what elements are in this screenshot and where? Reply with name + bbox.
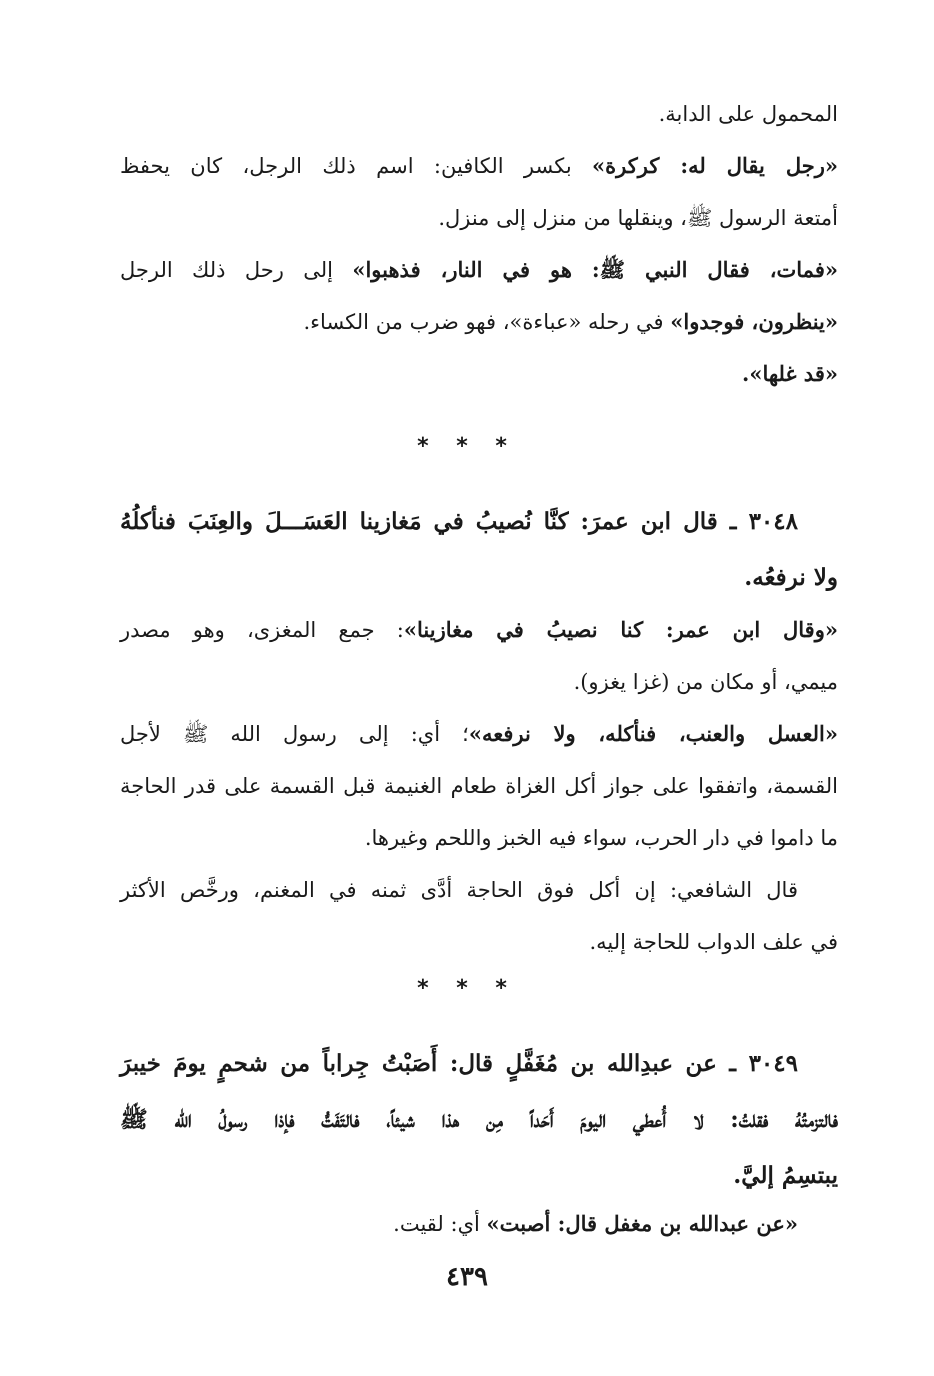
text-line — [120, 140, 838, 192]
commentary-block-2 — [120, 604, 838, 968]
quoted-phrase: «العسل والعنب، فنأكله، ولا نرفعه» — [468, 721, 838, 746]
quoted-phrase: «فمات، فقال النبي ﷺ: هو في النار، فذهبوا» — [352, 257, 838, 282]
text-line: ما داموا في دار الحرب، سواء فيه الخبز واللحم وغيرها. — [364, 826, 838, 850]
hadith-text-line: ٣٠٤٩ ـ عن عبدِالله بن مُغَفَّلٍ قال: أَصَبْتُ جِراباً من شحمٍ يومَ خيبرَ — [120, 1050, 798, 1077]
quoted-phrase: «رجل يقال له: كركرة» — [592, 153, 838, 178]
hadith-3049 — [120, 1036, 838, 1204]
hadith-text-line: ٣٠٤٨ ـ قال ابن عمرَ: كنَّا نُصيبُ في مَغازينا العَسَـــلَ والعِنَبَ فنأكلُهُ — [120, 508, 798, 535]
text-line: ميمي، أو مكان من (غزا يغزو). — [573, 670, 838, 694]
hadith-3048 — [120, 494, 838, 606]
explanation-text: أي: لقيت. — [393, 1212, 487, 1236]
explanation-text: إلى رحل ذلك الرجل — [120, 258, 353, 282]
quoted-phrase: «عن عبدالله بن مغفل قال: أصبت» — [486, 1211, 798, 1236]
hadith-text-line: فالتزمتُهُ فقلتُ: لا أُعطي اليومَ أَحَداً مِن هذا شيئاً، فالتَفَتُّ فإذا رسولُ الله ﷺ — [120, 1106, 838, 1133]
hadith-text-line: ولا نرفعُه. — [744, 564, 838, 591]
section-separator: * * * — [417, 976, 517, 1001]
quoted-phrase: «ينظرون، فوجدوا» — [670, 309, 838, 334]
text-line: في علف الدواب للحاجة إليه. — [589, 930, 838, 954]
text-line: قال الشافعي: إن أكل فوق الحاجة أدَّى ثمنه في المغنم، ورخَّص الأكثر — [120, 878, 798, 902]
explanation-text: في رحله «عباءة»، فهو ضرب من الكساء. — [303, 310, 671, 334]
explanation-text: بكسر الكافين: اسم ذلك الرجل، كان يحفظ — [120, 154, 593, 178]
text-line — [120, 244, 838, 296]
text-line: المحمول على الدابة. — [658, 102, 838, 126]
text-line: القسمة، واتفقوا على جواز أكل الغزاة طعام الغنيمة قبل القسمة على قدر الحاجة — [120, 774, 838, 798]
explanation-text: : جمع المغزى، وهو مصدر — [120, 618, 404, 642]
text-line — [120, 708, 838, 760]
text-line — [120, 296, 838, 348]
quoted-phrase: «قد غلها». — [742, 361, 838, 386]
text-line: أمتعة الرسول ﷺ، وينقلها من منزل إلى منزل. — [438, 206, 838, 230]
text-line — [120, 604, 838, 656]
commentary-block-3 — [120, 1198, 838, 1250]
page-number: ٤٣٩ — [446, 1262, 488, 1292]
quoted-phrase: «وقال ابن عمر: كنا نصيبُ في مغازينا» — [403, 617, 838, 642]
hadith-text-line: يبتسِمُ إليَّ. — [733, 1162, 838, 1189]
section-separator: * * * — [417, 434, 517, 459]
text-line — [120, 1198, 838, 1250]
commentary-block-1 — [120, 88, 838, 400]
explanation-text: ؛ أي: إلى رسول الله ﷺ لأجل — [120, 722, 469, 746]
text-line — [120, 348, 838, 400]
